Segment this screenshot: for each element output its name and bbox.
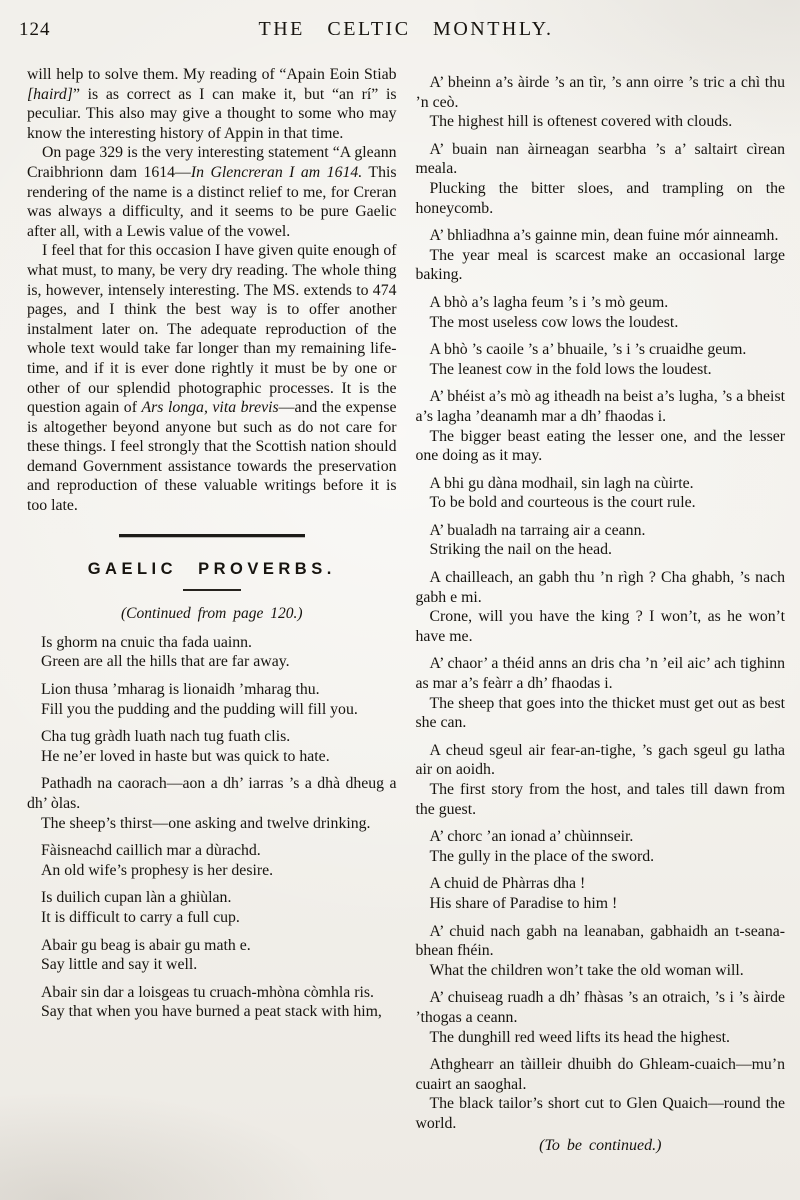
proverb-pair [416,741,786,819]
proverb-gaelic: A chuid de Phàrras dha ! [429,875,586,893]
article-paragraph [27,65,397,143]
proverb-gaelic: A bhò a’s lagha feum ’s i ’s mò geum. [429,293,669,311]
proverb-pair [416,827,786,866]
proverbs-list-left [27,633,397,1022]
proverb-english: An old wife’s prophesy is her desire. [41,861,274,879]
proverb-english: Crone, will you have the king ? I won’t, as he won’t have me. [415,608,785,645]
journal-title: THE CELTIC MONTHLY. [258,18,554,40]
proverb-gaelic: Abair gu beag is abair gu math e. [41,936,251,954]
paragraph-text: will help to solve them. My reading of “Apain Eoin Stiab [27,66,397,83]
proverb-english: To be bold and courteous is the court rule. [429,494,696,512]
proverb-english: The gully in the place of the sword. [429,847,655,865]
proverb-english: The sheep’s thirst—one asking and twelve drinking. [41,814,371,832]
proverb-english: The most useless cow lows the loudest. [429,313,679,331]
proverb-gaelic: A’ bualadh na tarraing air a ceann. [429,521,646,539]
two-column-body [27,65,785,1155]
proverb-gaelic: Abair sin dar a loisgeas tu cruach-mhòna còmhla ris. [41,983,374,1001]
proverb-gaelic: A chailleach, an gabh thu ’n rìgh ? Cha ghabh, ’s nach gabh e mi. [415,569,785,606]
proverb-gaelic: A bhò ’s caoile ’s a’ bhuaile, ’s i ’s cruaidhe geum. [429,341,747,359]
italic-phrase: [haird] [27,85,73,103]
proverb-english: What the children won’t take the old woman will. [429,961,744,979]
paragraph-text: —and the expense is altogether beyond anyone but such as do not care for these things. I feel strongly that the Scottish nation should demand Government assistance towards the preservation and reproduction of these valuable writings before it is too late. [27,399,397,515]
proverb-pair [416,226,786,285]
proverbs-list-right [416,73,786,1134]
to-be-continued-note: (To be continued.) [539,1136,662,1154]
proverb-gaelic: A’ chorc ’an ionad a’ chùinnseir. [429,828,634,846]
section-heading: GAELIC PROVERBS. [87,559,336,578]
proverb-pair [416,988,786,1047]
italic-phrase: Ars longa, vita brevis [141,399,279,417]
paragraph-text: This rendering of the name is a distinct relief to me, for Creran was always a difficulty, and it seems to be pure Gaelic after all, with a Lewis value of the vowel. [27,163,397,240]
proverb-gaelic: Is duilich cupan làn a ghiùlan. [41,889,232,907]
paragraph-text: I feel that for this occasion I have given quite enough of what must, to many, be very dry reading. The whole thing is, however, intensely interesting. The MS. extends to 474 pages, and I think the best way is to offer another instalment later on. The adequate reproduction of the whole text would take far longer than my remaining life-time, and if it is ever done rightly it must be by one or other of our splendid photographic processes. It is the question again of [27,242,397,417]
proverb-english: Green are all the hills that are far away. [41,653,290,671]
heading-underline-rule [183,589,241,591]
proverb-gaelic: Cha tug gràdh luath nach tug fuath clis. [41,728,291,746]
proverb-gaelic: Is ghorm na cnuic tha fada uainn. [41,633,252,651]
proverb-pair [416,73,786,132]
proverb-gaelic: A’ chuiseag ruadh a dh’ fhàsas ’s an otraich, ’s i ’s àirde ’thogas a ceann. [415,989,785,1026]
proverb-gaelic: Pathadh na caorach—aon a dh’ iarras ’s a dhà dheug a dh’ òlas. [27,775,397,812]
page-header [19,16,785,52]
proverb-gaelic: A bhi gu dàna modhail, sin lagh na cùirte. [429,474,694,492]
proverb-pair [416,1055,786,1133]
proverb-english: Say that when you have burned a peat stack with him, [41,1003,382,1021]
proverb-pair [416,654,786,732]
proverb-english: Say little and say it well. [41,956,198,974]
continued-from-note: (Continued from page 120.) [121,605,303,623]
proverb-pair [27,774,397,833]
proverb-pair [27,680,397,719]
right-column [416,65,786,1155]
proverb-gaelic: A’ buain nan àirneagan searbha ’s a’ saltairt cìrean meala. [415,140,785,178]
proverb-pair [416,387,786,465]
proverb-english: The leanest cow in the fold lows the loudest. [429,360,712,378]
proverb-english: The first story from the host, and tales till dawn from the guest. [415,781,785,818]
proverb-gaelic: A’ chuid nach gabh na leanaban, gabhaidh an t-seana-bhean fhéin. [415,922,785,960]
proverb-pair [27,633,397,672]
proverb-english: His share of Paradise to him ! [429,894,618,912]
proverb-gaelic: A’ bheinn a’s àirde ’s an tìr, ’s ann oirre ’s tric a chì thu ’n ceò. [415,74,785,111]
proverb-english: The highest hill is oftenest covered with clouds. [429,113,733,131]
proverb-english: Fill you the pudding and the pudding will fill you. [41,700,358,718]
proverb-gaelic: Lion thusa ’mharag is lionaidh ’mharag thu. [41,681,320,699]
proverb-gaelic: A cheud sgeul air fear-an-tighe, ’s gach sgeul gu latha air on aoidh. [415,741,785,779]
proverb-pair [416,568,786,646]
proverb-english: The bigger beast eating the lesser one, and the lesser one doing as it may. [415,427,785,465]
proverb-gaelic: Athghearr an tàilleir dhuibh do Ghleam-cuaich—mu’n cuairt an saoghal. [415,1056,785,1093]
proverb-pair [416,521,786,560]
article-continuation [27,65,397,516]
proverb-pair [27,983,397,1022]
proverb-english: Plucking the bitter sloes, and trampling on the honeycomb. [415,179,785,217]
proverb-english: It is difficult to carry a full cup. [41,908,240,926]
proverb-pair [27,936,397,975]
proverb-pair [416,474,786,513]
proverb-english: The year meal is scarcest make an occasional large baking. [415,246,785,284]
page-number: 124 [19,19,51,40]
proverb-pair [27,841,397,880]
proverb-pair [27,727,397,766]
article-paragraph [27,241,397,515]
proverb-english: The black tailor’s short cut to Glen Quaich—round the world. [415,1095,785,1132]
proverb-english: The sheep that goes into the thicket must get out as best she can. [415,694,785,732]
proverb-gaelic: A’ bhliadhna a’s gainne min, dean fuine mór ainneamh. [429,227,779,245]
proverb-english: He ne’er loved in haste but was quick to hate. [41,747,330,765]
section-divider-rule [119,534,305,537]
paragraph-text: ” is as correct as I can make it, but “an rí” is peculiar. This also may give a thought to some who may know the interesting history of Appin in that time. [27,85,397,142]
left-column [27,65,397,1155]
proverb-gaelic: A’ bhéist a’s mò ag itheadh na beist a’s lugha, ’s a bheist a’s lagha ’deanamh mar a dh’ fhaodas i. [415,388,785,425]
proverb-gaelic: Fàisneachd caillich mar a dùrachd. [41,842,261,860]
proverb-english: Striking the nail on the head. [429,541,613,559]
paragraph-text: On page 329 is the very interesting statement “A gleann Craibhrionn dam 1614— [27,144,397,181]
italic-phrase: In Glencreran I am 1614. [190,163,363,181]
proverb-english: The dunghill red weed lifts its head the highest. [429,1028,731,1046]
proverb-pair [27,888,397,927]
proverb-pair [416,922,786,981]
proverb-pair [416,340,786,379]
proverb-pair [416,293,786,332]
proverb-pair [416,874,786,913]
proverb-pair [416,140,786,218]
proverb-gaelic: A’ chaor’ a théid anns an dris cha ’n ’eil aic’ ach tighinn as mar a’s feàrr a dh’ fhaodas i. [415,655,785,693]
article-paragraph [27,143,397,241]
